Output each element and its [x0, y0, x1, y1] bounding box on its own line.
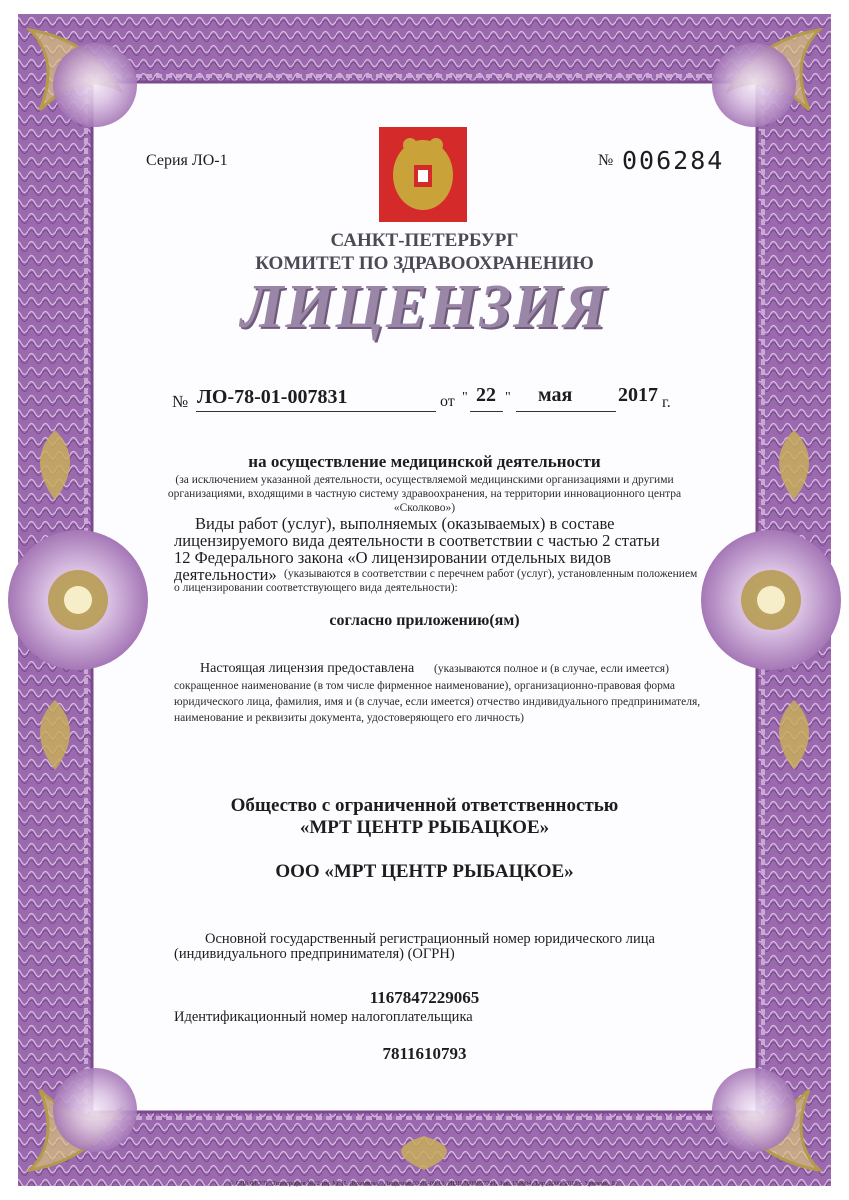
license-certificate: Серия ЛО-1 № 006284 САНКТ-ПЕТЕРБУРГ КОМИТЕТ ПО ЗДРАВООХРАНЕНИЮ ЛИЦЕНЗИЯ № ЛО-78-01-007831 от " 22 " мая 2017 г. на осуществление медицинской деятельности (за исключением указанной деятельности, осуществляемой медицинскими организациями и другими организациями, входящими в частную систему здравоохранения, на территории инновационного центра «Сколково») Виды работ (услуг), выполняемых (оказываемых) в составе лицензируемого вида деятельности в соответствии с частью 2 статьи 12 Федерального закона «О лицензировании отдельных видов деятельности» (указываются в соответствии с перечнем работ (услуг), установленным положением о лицензировании соответствующего вида деятельности): согласно приложению(ям) Настоящая лицензия предоставлена (указываются полное и (в случае, если имеется) сокращенное наименование (в том числе фирменное наименование), организационно-правовая форма юридического лица, фамилия, имя и (в случае, если имеется) отчество индивидуального предпринимателя, наименование и реквизиты документа, удостоверяющего его личность) Общество с ограниченной ответственностью «МРТ ЦЕНТР РЫБАЦКОЕ» ООО «МРТ ЦЕНТР РЫБАЦКОЕ» Основной государственный регистрационный номер юридического лица (индивидуального предпринимателя) (ОГРН) 1167847229065 Идентификационный номер налогоплательщика 7811610793 © СПб ФГУП "Типография №12 им. М. И. Лоханкова". Лицензия 03-05-09/19, ИНН 7809057741. Зак. 150004. Тир. 2000. 2015 г. Уровень „Б". [0, 0, 849, 1200]
grantee-full-name: Общество с ограниченной ответственностью [230, 795, 619, 816]
inn-label: Идентификационный номер налогоплательщика [174, 1009, 473, 1025]
ogrn-value: 1167847229065 [369, 988, 480, 1007]
form-number: 006284 [622, 146, 725, 175]
series-label: Серия ЛО-1 [146, 152, 228, 169]
number-label: № [598, 152, 614, 169]
issuer-committee: КОМИТЕТ ПО ЗДРАВООХРАНЕНИЮ [255, 253, 594, 274]
license-number: ЛО-78-01-007831 [197, 386, 348, 408]
inn-value: 7811610793 [382, 1044, 467, 1063]
works-text: Виды работ (услуг), выполняемых (оказываемых) в составе [195, 514, 615, 533]
license-month: мая [538, 384, 573, 406]
ogrn-label: Основной государственный регистрационный номер юридического лица [205, 931, 655, 947]
date-from-label: от [440, 393, 455, 410]
issuer-city: САНКТ-ПЕТЕРБУРГ [330, 230, 519, 251]
grantee-short-name: ООО «МРТ ЦЕНТР РЫБАЦКОЕ» [275, 861, 574, 882]
appendix-text: согласно приложению(ям) [329, 612, 520, 629]
document-title: ЛИЦЕНЗИЯ [240, 273, 609, 341]
activity-note: (за исключением указанной деятельности, осуществляемой медицинскими организациями и другими [175, 474, 674, 486]
activity-title: на осуществление медицинской деятельности [248, 452, 601, 471]
license-no-label: № [172, 392, 189, 411]
grantee-intro: Настоящая лицензия предоставлена [200, 661, 415, 676]
printer-info: © СПб ФГУП "Типография №12 им. М. И. Лоханкова". Лицензия 03-05-09/19, ИНН 7809057741. Зак. 150004. Тир. 2000. 2015 г. Уровень „Б". [229, 1180, 620, 1187]
license-day: 22 [476, 384, 496, 406]
license-year: 2017 [618, 384, 658, 406]
